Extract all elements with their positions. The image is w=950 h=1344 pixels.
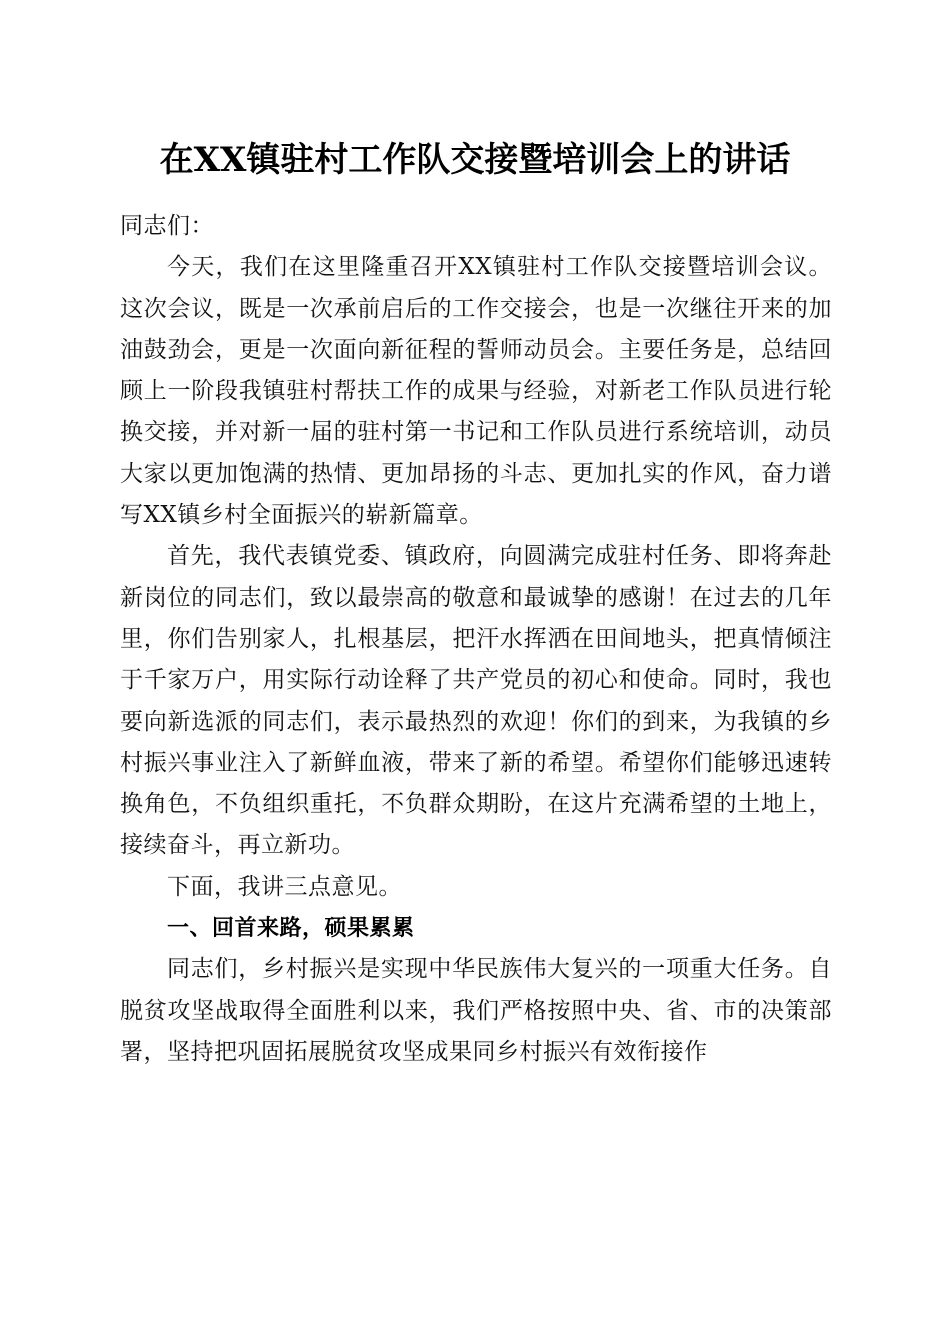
paragraph-outline: 下面，我讲三点意见。 xyxy=(167,873,402,900)
document-body xyxy=(120,206,832,1073)
section-heading-1: 一、回首来路，硕果累累 xyxy=(167,916,415,942)
paragraph-opening: 今天，我们在这里隆重召开XX镇驻村工作队交接暨培训会议。这次会议，既是一次承前启后的工作交接会，也是一次继往开来的加油鼓劲会，更是一次面向新征程的誓师动员会。主要任务是，总结回顾上一阶段我镇驻村帮扶工作的成果与经验，对新老工作队员进行轮换交接，并对新一届的驻村第一书记和工作队员进行系统培训，动员大家以更加饱满的热情、更加昂扬的斗志、更加扎实的作风，奋力谱写XX镇乡村全面振兴的崭新篇章。 xyxy=(120,254,832,529)
paragraph-thanks: 首先，我代表镇党委、镇政府，向圆满完成驻村任务、即将奔赴新岗位的同志们，致以最崇高的敬意和最诚挚的感谢！在过去的几年里，你们告别家人，扎根基层，把汗水挥洒在田间地头，把真情倾注于千家万户，用实际行动诠释了共产党员的初心和使命。同时，我也要向新选派的同志们，表示最热烈的欢迎！你们的到来，为我镇的乡村振兴事业注入了新鲜血液，带来了新的希望。希望你们能够迅速转换角色，不负组织重托，不负群众期盼，在这片充满希望的土地上，接续奋斗，再立新功。 xyxy=(120,543,832,859)
document-title: 在XX镇驻村工作队交接暨培训会上的讲话 xyxy=(159,140,791,180)
paragraph-section-1: 同志们，乡村振兴是实现中华民族伟大复兴的一项重大任务。自脱贫攻坚战取得全面胜利以来，我们严格按照中央、省、市的决策部署，坚持把巩固拓展脱贫攻坚成果同乡村振兴有效衔接作 xyxy=(120,956,832,1065)
salutation: 同志们： xyxy=(120,213,214,239)
